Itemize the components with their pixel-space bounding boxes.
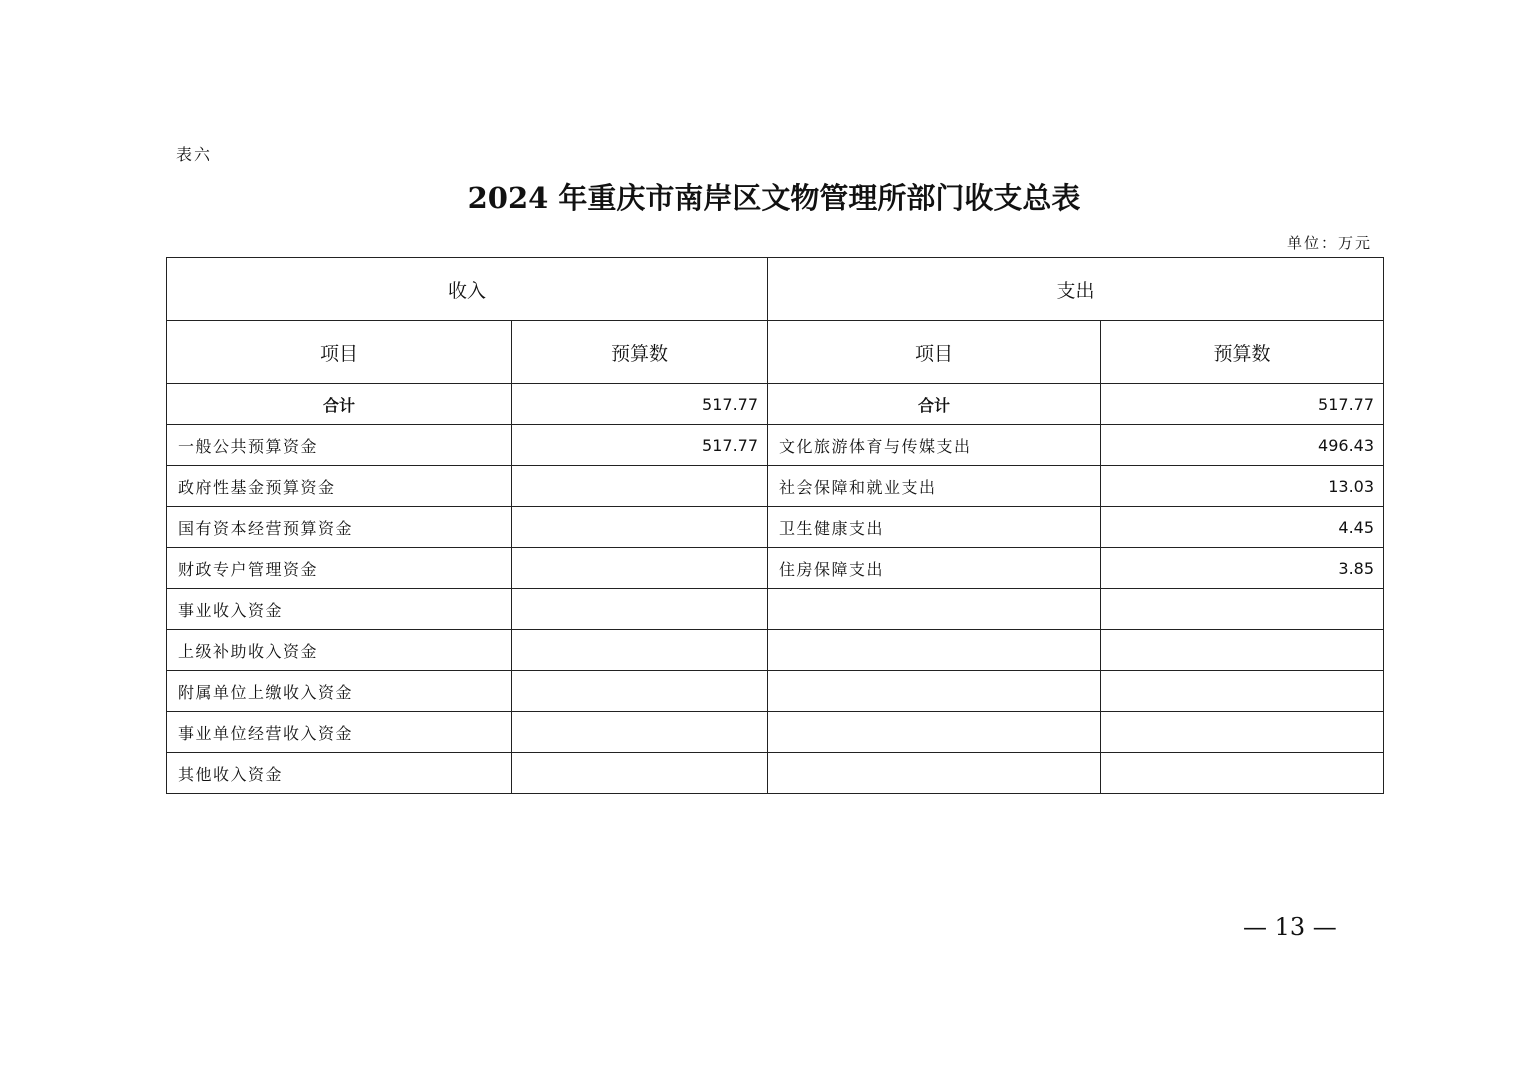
unit-label: 单位：万元: [1286, 234, 1372, 252]
table-row: [167, 548, 1384, 589]
expense-value-cell: 13.03: [1101, 466, 1384, 507]
expense-item-cell: 住房保障支出: [768, 548, 1101, 589]
table-row: [167, 507, 1384, 548]
expense-value-cell: 3.85: [1101, 548, 1384, 589]
page-number: — 13 —: [1243, 913, 1337, 941]
income-item-cell: 事业收入资金: [167, 589, 512, 630]
expense-value-cell: 517.77: [1101, 384, 1384, 425]
page-title: 2024 年重庆市南岸区文物管理所部门收支总表: [467, 181, 1081, 215]
income-item-column-header: 项目: [167, 321, 512, 384]
table-row: [167, 671, 1384, 712]
table-label: 表六: [176, 145, 213, 164]
income-value-cell: [512, 589, 768, 630]
income-value-cell: [512, 630, 768, 671]
income-item-cell: 合计: [167, 384, 512, 425]
income-value-cell: [512, 712, 768, 753]
table-row: [167, 589, 1384, 630]
table-row: [167, 630, 1384, 671]
expense-item-cell: [768, 671, 1101, 712]
budget-table: [166, 257, 1384, 794]
expense-item-cell: 文化旅游体育与传媒支出: [768, 425, 1101, 466]
income-value-cell: [512, 753, 768, 794]
income-item-cell: 其他收入资金: [167, 753, 512, 794]
table-row: [167, 466, 1384, 507]
income-item-cell: 附属单位上缴收入资金: [167, 671, 512, 712]
table-row-total: [167, 384, 1384, 425]
income-budget-column-header: 预算数: [512, 321, 768, 384]
table-row: [167, 425, 1384, 466]
income-item-cell: 事业单位经营收入资金: [167, 712, 512, 753]
income-item-cell: 财政专户管理资金: [167, 548, 512, 589]
income-item-cell: 国有资本经营预算资金: [167, 507, 512, 548]
table-row: [167, 712, 1384, 753]
expense-item-cell: [768, 753, 1101, 794]
expense-item-cell: [768, 712, 1101, 753]
expense-value-cell: [1101, 753, 1384, 794]
expense-item-cell: [768, 630, 1101, 671]
income-value-cell: 517.77: [512, 425, 768, 466]
income-header: 收入: [167, 258, 768, 321]
expense-item-cell: 卫生健康支出: [768, 507, 1101, 548]
expense-item-cell: 社会保障和就业支出: [768, 466, 1101, 507]
expense-budget-column-header: 预算数: [1101, 321, 1384, 384]
expense-header: 支出: [768, 258, 1384, 321]
income-item-cell: 一般公共预算资金: [167, 425, 512, 466]
expense-value-cell: [1101, 712, 1384, 753]
income-item-cell: 上级补助收入资金: [167, 630, 512, 671]
income-value-cell: [512, 507, 768, 548]
table-row: [167, 753, 1384, 794]
expense-value-cell: 4.45: [1101, 507, 1384, 548]
expense-item-cell: 合计: [768, 384, 1101, 425]
expense-item-cell: [768, 589, 1101, 630]
income-value-cell: 517.77: [512, 384, 768, 425]
income-item-cell: 政府性基金预算资金: [167, 466, 512, 507]
income-value-cell: [512, 671, 768, 712]
expense-value-cell: 496.43: [1101, 425, 1384, 466]
table-group-header-row: [167, 258, 1384, 321]
income-value-cell: [512, 548, 768, 589]
income-value-cell: [512, 466, 768, 507]
expense-item-column-header: 项目: [768, 321, 1101, 384]
table-column-header-row: [167, 321, 1384, 384]
expense-value-cell: [1101, 630, 1384, 671]
expense-value-cell: [1101, 671, 1384, 712]
expense-value-cell: [1101, 589, 1384, 630]
